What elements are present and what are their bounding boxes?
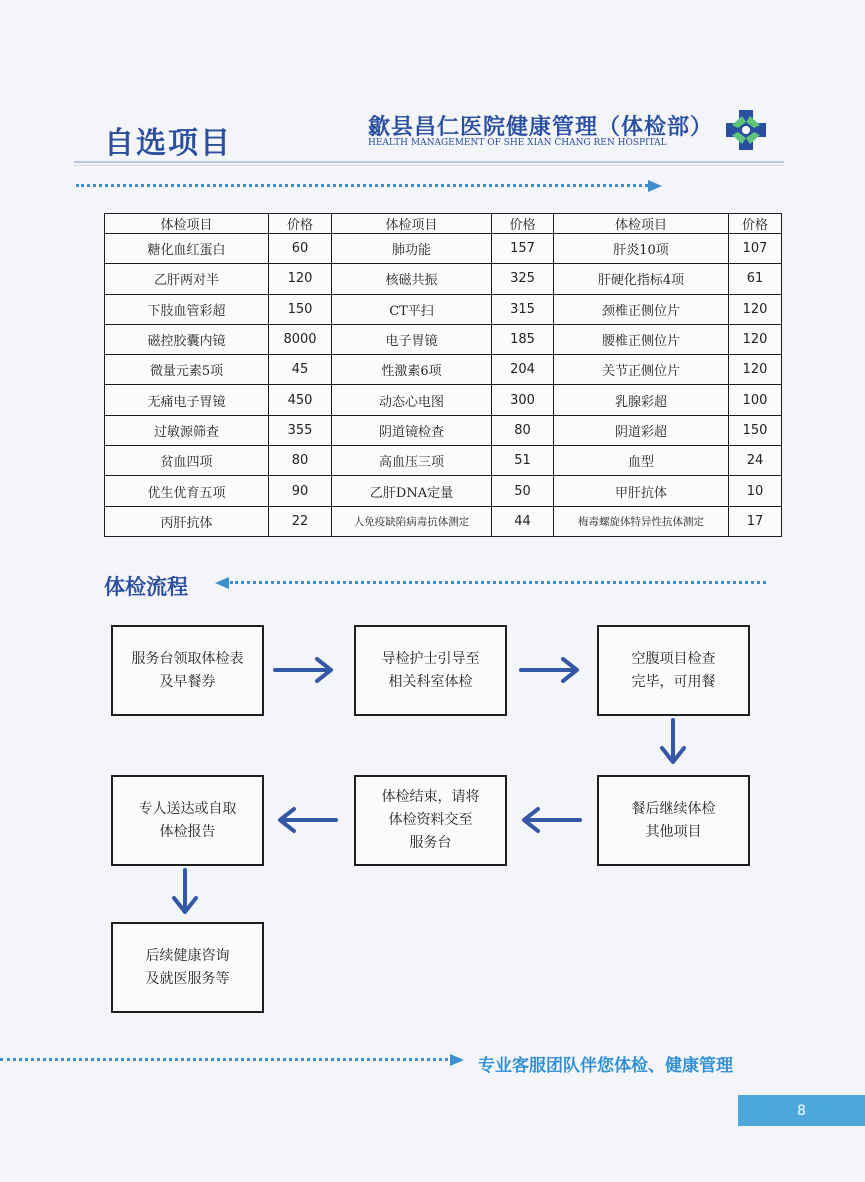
table-row <box>105 234 782 264</box>
item-name-cell: 微量元素5项 <box>105 355 269 385</box>
footer-dotted-arrow-icon <box>450 1054 464 1066</box>
item-price-cell: 45 <box>269 355 332 385</box>
item-name-cell: 优生优育五项 <box>105 476 269 506</box>
item-name-cell: 颈椎正侧位片 <box>554 294 729 324</box>
item-price-cell: 150 <box>269 294 332 324</box>
item-name-cell: 电子胃镜 <box>332 324 492 354</box>
step-text: 体检结束，请将 <box>381 789 480 805</box>
item-name-cell: 糖化血红蛋白 <box>105 234 269 264</box>
step-report-delivery <box>111 775 264 866</box>
step-text: 空腹项目检查 <box>631 650 716 667</box>
item-name-cell: 无痛电子胃镜 <box>105 385 269 415</box>
table-row <box>105 506 782 536</box>
step-text: 体检资料交至 <box>388 812 473 828</box>
item-name-cell: 性激素6项 <box>332 355 492 385</box>
item-name-cell: 乳腺彩超 <box>554 385 729 415</box>
item-name-cell: 阴道镜检查 <box>332 415 492 445</box>
item-name-cell: 腰椎正侧位片 <box>554 324 729 354</box>
item-price-cell: 17 <box>729 506 782 536</box>
table-row <box>105 446 782 476</box>
item-name-cell: 磁控胶囊内镜 <box>105 324 269 354</box>
process-dotted-line <box>230 581 766 584</box>
header-divider-thin <box>74 165 784 166</box>
step-text: 服务台 <box>409 835 452 851</box>
item-price-cell: 157 <box>492 234 554 264</box>
top-dotted-line <box>76 184 648 187</box>
step-collect-form <box>111 625 264 716</box>
step-text: 后续健康咨询 <box>145 947 230 964</box>
step-text: 相关科室体检 <box>388 673 473 690</box>
item-name-cell: 高血压三项 <box>332 446 492 476</box>
item-name-cell: CT平扫 <box>332 294 492 324</box>
table-header-cell: 体检项目 <box>332 214 492 234</box>
item-name-cell: 肝炎10项 <box>554 234 729 264</box>
step-text: 完毕，可用餐 <box>631 673 716 690</box>
step-text: 及早餐券 <box>159 673 216 690</box>
item-price-cell: 107 <box>729 234 782 264</box>
item-price-cell: 120 <box>729 355 782 385</box>
item-price-cell: 120 <box>729 294 782 324</box>
table-header-cell: 价格 <box>492 214 554 234</box>
step-nurse-guide <box>354 625 507 716</box>
table-row <box>105 324 782 354</box>
step-submit-data <box>354 775 507 866</box>
item-price-cell: 22 <box>269 506 332 536</box>
item-name-cell: 肺功能 <box>332 234 492 264</box>
arrow-down-icon <box>170 868 200 916</box>
table-row <box>105 415 782 445</box>
page-number: 8 <box>738 1095 865 1126</box>
item-name-cell: 丙肝抗体 <box>105 506 269 536</box>
item-price-cell: 61 <box>729 264 782 294</box>
item-price-cell: 44 <box>492 506 554 536</box>
exam-items-table <box>104 213 782 537</box>
step-text: 及就医服务等 <box>145 970 230 987</box>
item-name-cell: 乙肝DNA定量 <box>332 476 492 506</box>
step-text: 专人送达或自取 <box>138 800 237 817</box>
table-header-cell: 价格 <box>269 214 332 234</box>
item-name-cell: 血型 <box>554 446 729 476</box>
item-price-cell: 100 <box>729 385 782 415</box>
top-dotted-arrow-icon <box>648 180 662 192</box>
process-dotted-arrow-icon <box>215 577 229 589</box>
step-text: 服务台领取体检表 <box>131 650 244 667</box>
step-text: 体检报告 <box>159 823 216 840</box>
hospital-name-en: HEALTH MANAGEMENT OF SHE XIAN CHANG REN HOSPITAL <box>368 138 667 148</box>
table-header-row <box>105 214 782 234</box>
item-name-cell: 阴道彩超 <box>554 415 729 445</box>
table-header-cell: 体检项目 <box>105 214 269 234</box>
item-price-cell: 80 <box>269 446 332 476</box>
item-price-cell: 325 <box>492 264 554 294</box>
footer-slogan: 专业客服团队伴您体检、健康管理 <box>478 1056 733 1076</box>
step-followup-service <box>111 922 264 1013</box>
table-row <box>105 264 782 294</box>
table-header-cell: 体检项目 <box>554 214 729 234</box>
item-name-cell: 核磁共振 <box>332 264 492 294</box>
table-row <box>105 476 782 506</box>
table-row <box>105 294 782 324</box>
arrow-right-icon <box>273 655 337 685</box>
item-name-cell: 下肢血管彩超 <box>105 294 269 324</box>
item-price-cell: 300 <box>492 385 554 415</box>
item-price-cell: 80 <box>492 415 554 445</box>
item-name-cell: 人免疫缺陷病毒抗体测定 <box>332 506 492 536</box>
step-continue-exam <box>597 775 750 866</box>
item-price-cell: 120 <box>269 264 332 294</box>
item-name-cell: 贫血四项 <box>105 446 269 476</box>
process-title: 体检流程 <box>104 575 188 599</box>
arrow-left-icon <box>274 805 338 835</box>
arrow-left-icon <box>518 805 582 835</box>
item-price-cell: 60 <box>269 234 332 264</box>
step-fasting-done <box>597 625 750 716</box>
item-price-cell: 120 <box>729 324 782 354</box>
table-header-cell: 价格 <box>729 214 782 234</box>
item-price-cell: 204 <box>492 355 554 385</box>
item-price-cell: 90 <box>269 476 332 506</box>
item-price-cell: 24 <box>729 446 782 476</box>
item-price-cell: 50 <box>492 476 554 506</box>
table-row <box>105 385 782 415</box>
item-price-cell: 450 <box>269 385 332 415</box>
arrow-down-icon <box>658 718 688 766</box>
table-row <box>105 355 782 385</box>
arrow-right-icon <box>519 655 583 685</box>
item-name-cell: 过敏源筛查 <box>105 415 269 445</box>
step-text: 餐后继续体检 <box>631 800 716 817</box>
item-name-cell: 动态心电图 <box>332 385 492 415</box>
item-price-cell: 51 <box>492 446 554 476</box>
step-text: 导检护士引导至 <box>381 650 480 667</box>
item-name-cell: 乙肝两对半 <box>105 264 269 294</box>
item-name-cell: 甲肝抗体 <box>554 476 729 506</box>
step-text: 其他项目 <box>645 823 702 840</box>
item-name-cell: 梅毒螺旋体特异性抗体测定 <box>554 506 729 536</box>
item-price-cell: 8000 <box>269 324 332 354</box>
footer-dotted-line <box>0 1058 448 1061</box>
item-price-cell: 150 <box>729 415 782 445</box>
hospital-cross-logo-icon <box>724 108 768 152</box>
item-name-cell: 关节正侧位片 <box>554 355 729 385</box>
page-title: 自选项目 <box>104 126 232 161</box>
item-price-cell: 355 <box>269 415 332 445</box>
hospital-name: 歙县昌仁医院健康管理（体检部） <box>368 115 714 140</box>
item-price-cell: 315 <box>492 294 554 324</box>
item-name-cell: 肝硬化指标4项 <box>554 264 729 294</box>
item-price-cell: 10 <box>729 476 782 506</box>
item-price-cell: 185 <box>492 324 554 354</box>
header-divider <box>74 161 784 163</box>
